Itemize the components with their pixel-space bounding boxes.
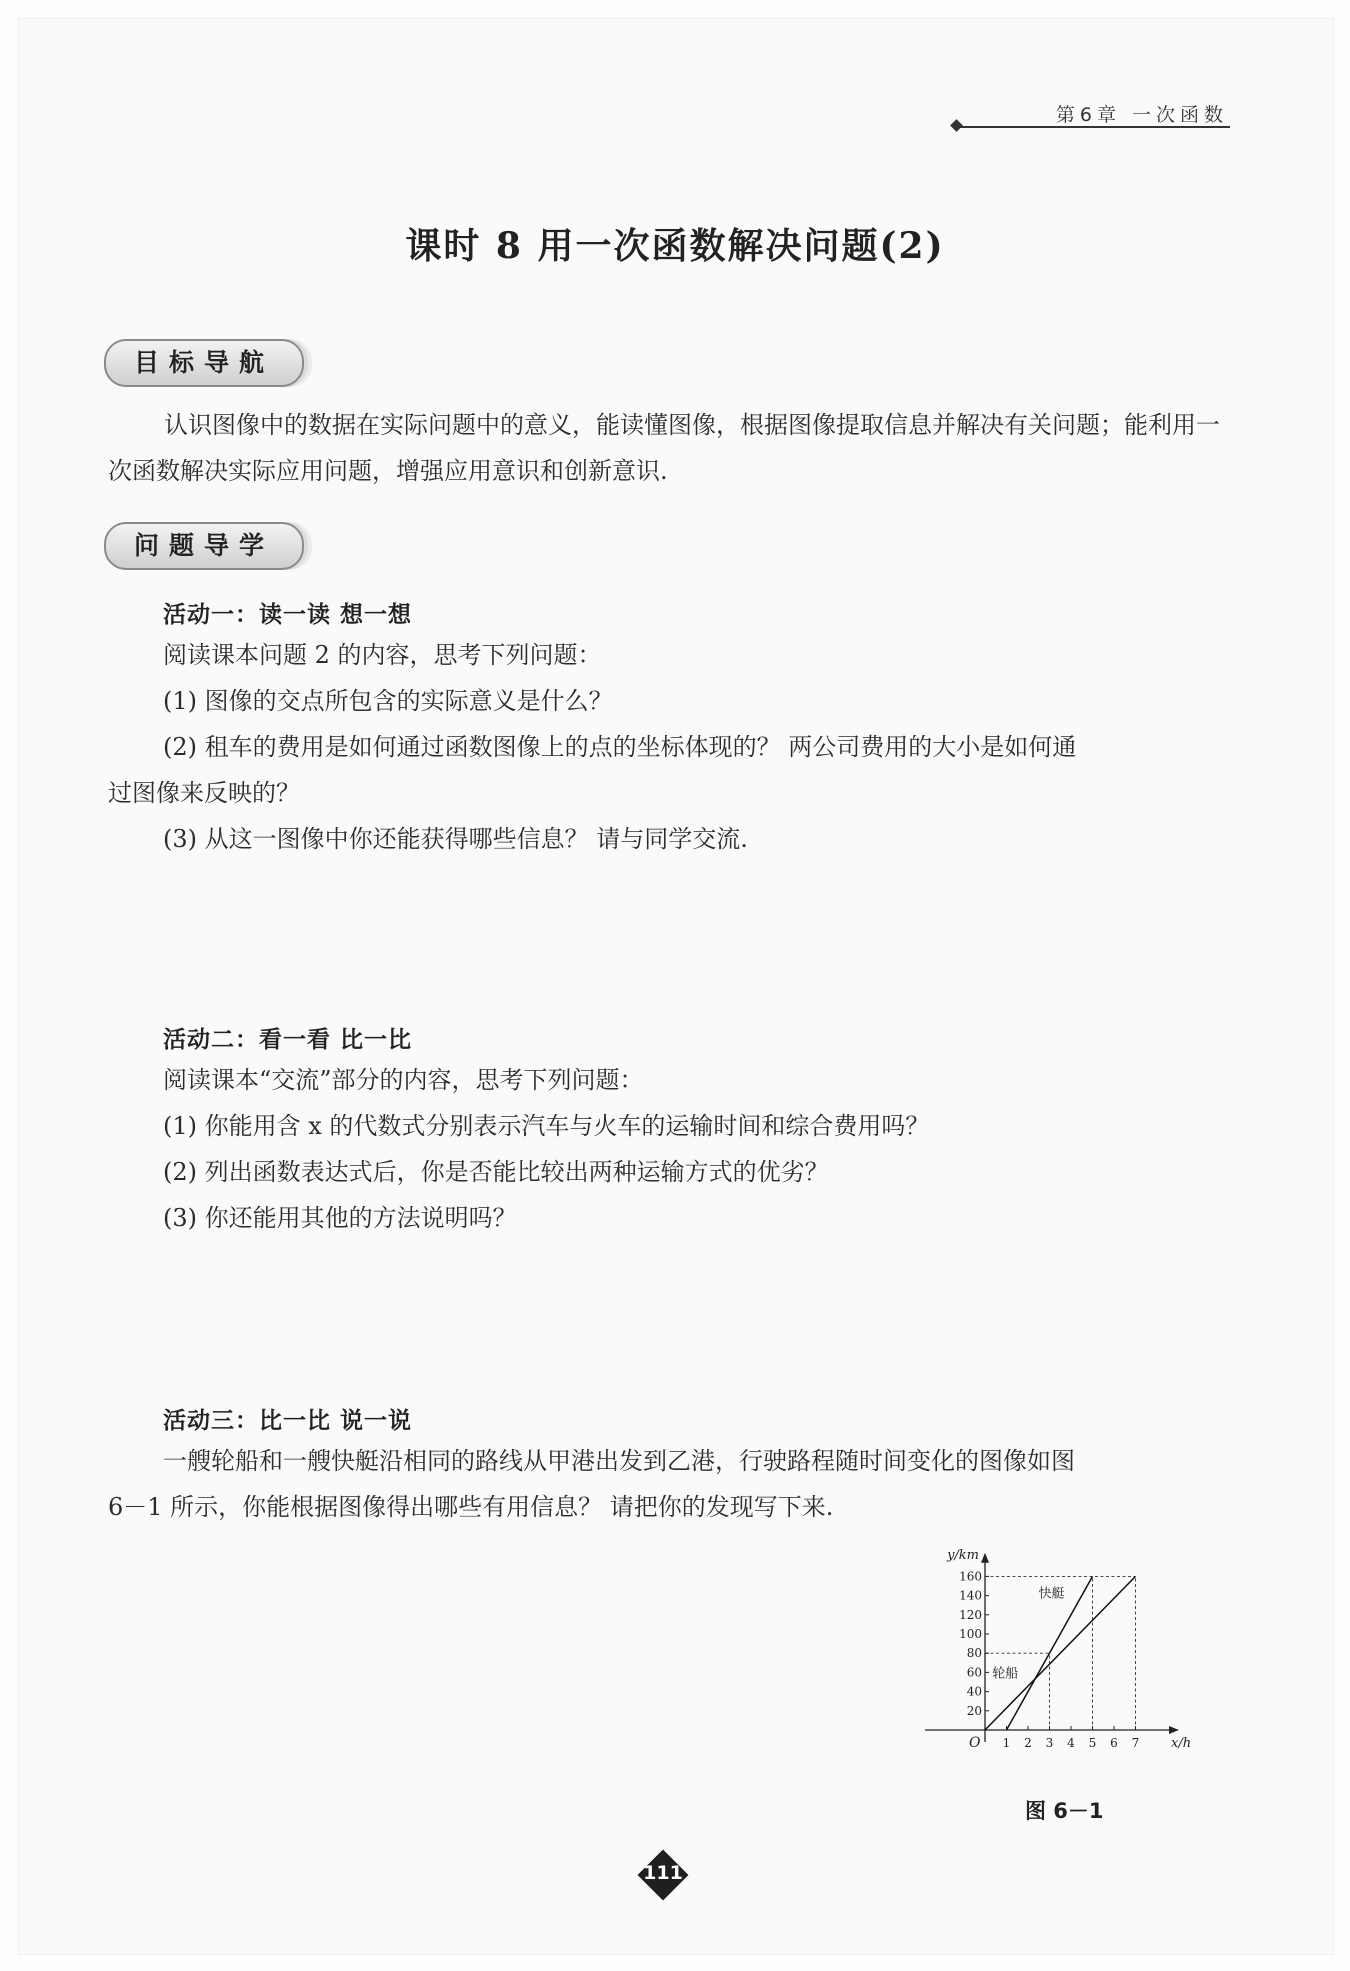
activity2-heading: 活动二：看一看 比一比 — [163, 1027, 413, 1053]
goal-section-tag: 目标导航 — [104, 339, 304, 387]
activity1-question-2-cont: 过图像来反映的？ — [108, 779, 300, 807]
y-tick-label: 100 — [959, 1627, 982, 1641]
x-tick-label: 6 — [1110, 1736, 1118, 1750]
header-rule — [960, 126, 1230, 128]
y-tick-label: 140 — [959, 1588, 982, 1603]
activity1-intro: 阅读课本问题 2 的内容，思考下列问题： — [163, 641, 602, 669]
x-tick-label: 7 — [1131, 1736, 1140, 1750]
activity2-question-3: (3) 你还能用其他的方法说明吗？ — [163, 1204, 517, 1232]
activity1-question-1: (1) 图像的交点所包含的实际意义是什么？ — [163, 687, 613, 715]
figure-caption: 图 6－1 — [1025, 1799, 1104, 1823]
guide-section-tag: 问题导学 — [104, 522, 304, 570]
x-tick-label: 4 — [1067, 1736, 1075, 1750]
series-label: 快艇 — [1038, 1586, 1065, 1602]
x-tick-label: 3 — [1045, 1736, 1054, 1750]
distance-time-chart — [920, 1530, 1220, 1770]
page-number: 111 — [643, 1862, 683, 1884]
x-tick-label: 2 — [1024, 1736, 1032, 1750]
y-axis-arrow-icon — [981, 1553, 989, 1563]
chapter-header: 第6章 一次函数 — [1055, 104, 1228, 126]
activity3-heading: 活动三：比一比 说一说 — [163, 1408, 413, 1434]
goal-text: 认识图像中的数据在实际问题中的意义，能读懂图像，根据图像提取信息并解决有关问题；能利用一次函数解决实际应用问题，增强应用意识和创新意识. — [108, 411, 1220, 485]
page-number-badge — [638, 1850, 688, 1900]
activity1-question-3: (3) 从这一图像中你还能获得哪些信息？ 请与同学交流. — [163, 825, 748, 853]
y-tick-label: 40 — [966, 1684, 982, 1699]
activity2-question-1: (1) 你能用含 x 的代数式分别表示汽车与火车的运输时间和综合费用吗？ — [163, 1112, 930, 1140]
y-axis-label: y/km — [947, 1547, 979, 1563]
y-tick-label: 80 — [966, 1646, 982, 1661]
series-label: 轮船 — [992, 1666, 1019, 1682]
activity1-question-2: (2) 租车的费用是如何通过函数图像上的点的坐标体现的？ 两公司费用的大小是如何通 — [163, 733, 1077, 761]
activity2-question-2: (2) 列出函数表达式后，你是否能比较出两种运输方式的优劣？ — [163, 1158, 829, 1186]
activity1-heading: 活动一：读一读 想一想 — [163, 602, 413, 628]
y-tick-label: 160 — [959, 1569, 982, 1584]
y-tick-label: 60 — [966, 1665, 982, 1680]
activity3-text-cont: 6－1 所示，你能根据图像得出哪些有用信息？ 请把你的发现写下来. — [108, 1493, 834, 1521]
origin-label: O — [969, 1735, 981, 1751]
x-tick-label: 5 — [1088, 1736, 1097, 1750]
x-axis-arrow-icon — [1169, 1726, 1179, 1734]
x-axis-label: x/h — [1171, 1736, 1192, 1751]
y-tick-label: 120 — [959, 1607, 982, 1622]
activity2-intro: 阅读课本“交流”部分的内容，思考下列问题： — [163, 1066, 644, 1094]
y-tick-label: 20 — [966, 1703, 982, 1718]
activity3-text: 一艘轮船和一艘快艇沿相同的路线从甲港出发到乙港，行驶路程随时间变化的图像如图 — [163, 1447, 1075, 1475]
x-tick-label: 1 — [1002, 1736, 1011, 1750]
lesson-title: 课时 8 用一次函数解决问题(2) — [405, 225, 945, 267]
